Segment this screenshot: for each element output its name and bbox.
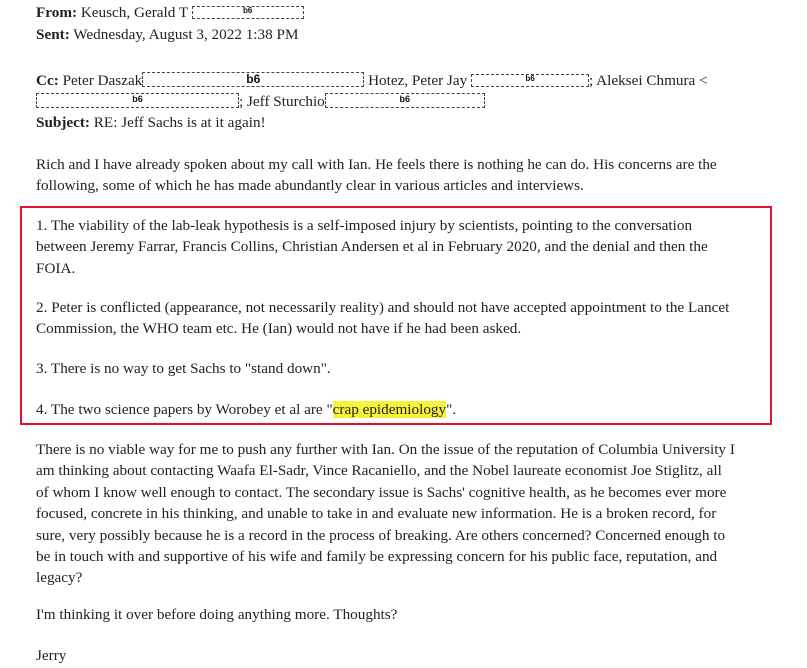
point-3 (36, 358, 776, 379)
text-line: Jerry (36, 647, 67, 664)
redaction-box: b6 (36, 93, 239, 108)
sent-line (36, 25, 298, 45)
point-1 (36, 215, 776, 279)
subject-value: RE: Jeff Sachs is at it again! (93, 114, 266, 131)
highlighted-text: crap epidemiology (332, 401, 447, 418)
main-paragraph (36, 439, 776, 589)
from-line (36, 3, 304, 23)
sent-label: Sent: (36, 26, 70, 43)
text-line: sure, very possibly because he is a record in the process of breaking. Are others concerned? Concerned enough to (36, 526, 726, 544)
cc-line-2 (36, 92, 485, 112)
redaction-box: b6 (192, 6, 304, 19)
text-line: legacy? (36, 569, 83, 587)
text-line: I'm thinking it over before doing anything more. Thoughts? (36, 606, 398, 623)
cc-hotez: Hotez, Peter Jay (368, 72, 468, 89)
text-line: 1. The viability of the lab-leak hypothesis is a self-imposed injury by scientists, pointing to the conversation (36, 217, 693, 234)
text-line: 2. Peter is conflicted (appearance, not necessarily reality) and should not have accepted appointment to the Lancet (36, 299, 730, 316)
text-line: focused, concrete in his thinking, and unable to take in and evaluate new information. He is a broken record, for (36, 505, 717, 523)
text-line: of whom I know well enough to contact. The secondary issue is Sachs' cognitive health, as he becomes ever more (36, 483, 727, 501)
subject-line (36, 113, 266, 133)
point-4 (36, 399, 776, 420)
text-line: 3. There is no way to get Sachs to "stand down". (36, 360, 331, 377)
redaction-box: b6 (325, 93, 485, 108)
point-2 (36, 297, 776, 340)
text-line: between Jeremy Farrar, Francis Collins, Christian Andersen et al in February 2020, and the denial and then the (36, 238, 708, 256)
redaction-box: b6 (142, 72, 364, 87)
cc-peter-daszak: Peter Daszak (62, 72, 143, 89)
intro-paragraph (36, 154, 776, 197)
cc-label: Cc: (36, 72, 59, 89)
cc-line-1 (36, 71, 708, 91)
subject-label: Subject: (36, 114, 90, 131)
cc-chmura: ; Aleksei Chmura < (588, 72, 708, 89)
from-value: Keusch, Gerald T (80, 4, 188, 21)
text-line: following, some of which he has made abundantly clear in various articles and interviews. (36, 177, 584, 195)
redaction-box: b6 (471, 74, 589, 87)
from-label: From: (36, 4, 78, 21)
signature (36, 645, 776, 666)
text-line: There is no viable way for me to push any further with Ian. On the issue of the reputation of Columbia University I (36, 441, 735, 458)
text-line: Commission, the WHO team etc. He (Ian) would not have if he had been asked. (36, 320, 522, 338)
closing-line (36, 604, 776, 625)
text-line: FOIA. (36, 259, 76, 277)
text-line: 4. The two science papers by Worobey et al are "crap epidemiology". (36, 401, 457, 418)
text-line: am thinking about contacting Waafa El-Sadr, Vince Racaniello, and the Nobel laureate economist Joe Stiglitz, all (36, 462, 722, 480)
text-line: Rich and I have already spoken about my call with Ian. He feels there is nothing he can do. His concerns are the (36, 156, 717, 173)
cc-sturchio: ; Jeff Sturchio (239, 93, 325, 110)
text-line: be in touch with and supportive of his wife and family be expressing concern for his public face, reputation, and (36, 548, 718, 566)
sent-value: Wednesday, August 3, 2022 1:38 PM (73, 26, 299, 43)
